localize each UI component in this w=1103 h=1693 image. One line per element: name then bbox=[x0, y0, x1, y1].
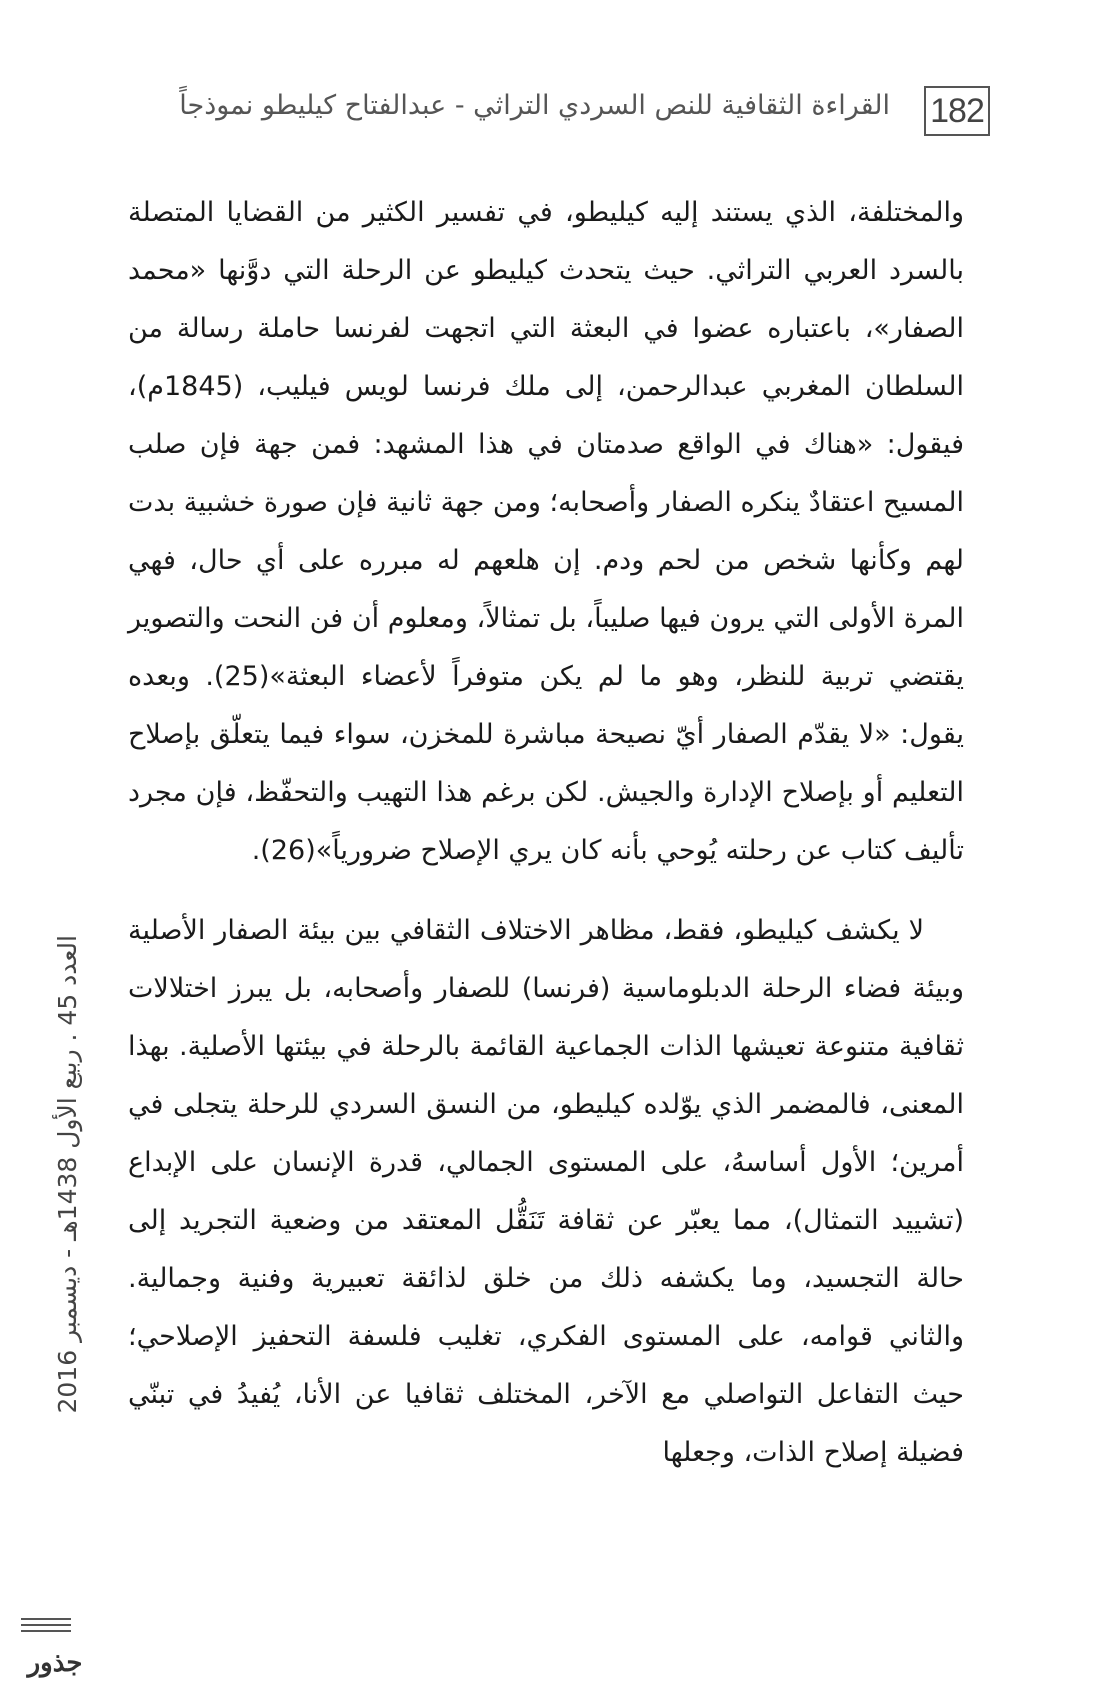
journal-logo: جذور bbox=[27, 1648, 83, 1678]
sidebar-divider bbox=[21, 1624, 71, 1626]
paragraph: والمختلفة، الذي يستند إليه كيليطو، في تفسير الكثير من القضايا المتصلة بالسرد العربي التراثي. حيث يتحدث كيليطو عن الرحلة التي دوَّنها «محمد الصفار»، باعتباره عضوا في البعثة التي اتجهت لفرنسا حاملة رسالة من السلطان المغربي عبدالرحمن، إلى ملك فرنسا لويس فيليب، (1845م)، فيقول: «هناك في الواقع صدمتان في هذا المشهد: فمن جهة فإن صلب المسيح اعتقادٌ ينكره الصفار وأصحابه؛ ومن جهة ثانية فإن صورة خشبية بدت لهم وكأنها شخص من لحم ودم. إن هلعهم له مبرره على أي حال، فهي المرة الأولى التي يرون فيها صليباً، بل تمثالاً، ومعلوم أن فن النحت والتصوير يقتضي تربية للنظر، وهو ما لم يكن متوفراً لأعضاء البعثة»(25). وبعده يقول: «لا يقدّم الصفار أيّ نصيحة مباشرة للمخزن، سواء فيما يتعلّق بإصلاح التعليم أو بإصلاح الإدارة والجيش. لكن برغم هذا التهيب والتحفّظ، فإن مجرد تأليف كتاب عن رحلته يُوحي بأنه كان يري الإصلاح ضرورياً»(26). bbox=[128, 197, 964, 866]
paragraph: لا يكشف كيليطو، فقط، مظاهر الاختلاف الثقافي بين بيئة الصفار الأصلية وبيئة فضاء الرحلة الدبلوماسية (فرنسا) للصفار وأصحابه، بل يبرز اختلالات ثقافية متنوعة تعيشها الذات الجماعية القائمة بالرحلة في بيئتها الأصلية. بهذا المعنى، فالمضمر الذي يوّلده كيليطو، من النسق السردي للرحلة يتجلى في أمرين؛ الأول أساسهُ، على المستوى الجمالي، قدرة الإنسان على الإبداع (تشييد التمثال)، مما يعبّر عن ثقافة تَنَقُّل المعتقد من وضعية التجريد إلى حالة التجسيد، وما يكشفه ذلك من خلق لذائقة تعبيرية وفنية وجمالية. والثاني قوامه، على المستوى الفكري، تغليب فلسفة التحفيز الإصلاحي؛ حيث التفاعل التواصلي مع الآخر، المختلف ثقافيا عن الأنا، يُفيدُ في تبنّي فضيلة إصلاح الذات، وجعلها bbox=[128, 915, 964, 1468]
article-body bbox=[128, 184, 964, 1482]
running-title: القراءة الثقافية للنص السردي التراثي - عبدالفتاح كيليطو نموذجاً bbox=[179, 90, 890, 121]
issue-sidebar bbox=[18, 935, 102, 1620]
sidebar-divider bbox=[21, 1618, 71, 1620]
page-number: 182 bbox=[924, 86, 990, 136]
issue-label: العدد 45 . ربيع الأول 1438هـ - ديسمبر 2016 bbox=[53, 935, 82, 1414]
sidebar-divider bbox=[21, 1630, 71, 1632]
page-header bbox=[100, 86, 990, 146]
